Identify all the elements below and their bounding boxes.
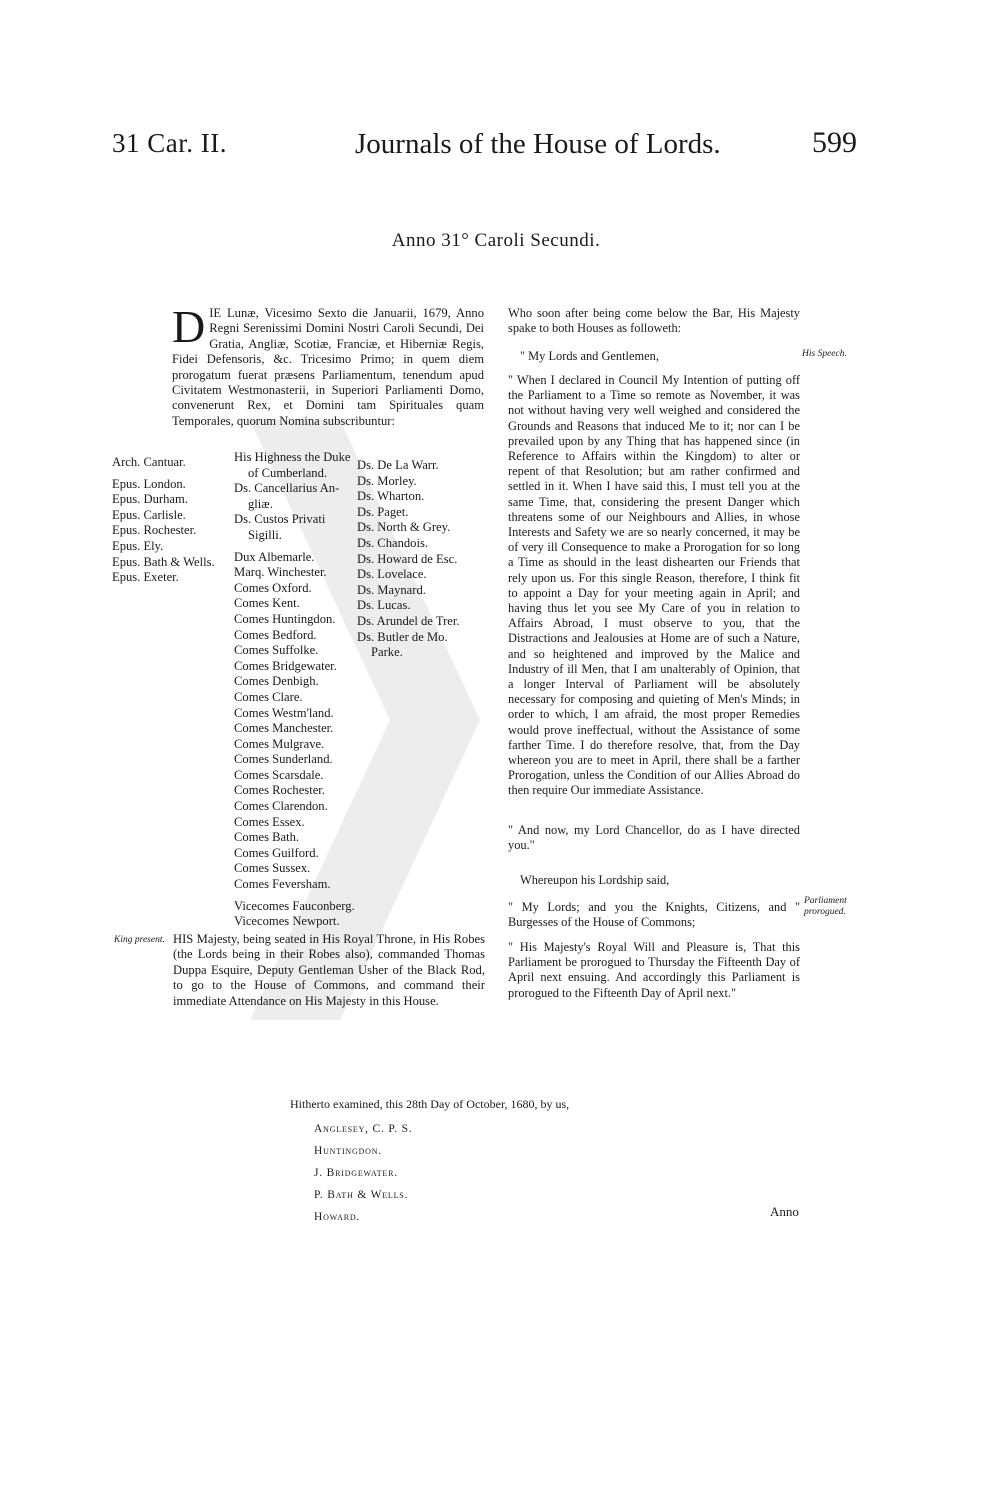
lord-entry: Ds. Chandois. (357, 535, 429, 550)
lord-entry: Vicecomes Fauconberg. (234, 898, 355, 913)
drop-cap: D (172, 301, 206, 352)
lord-entry: Comes Bedford. (234, 627, 317, 642)
lord-entry: Comes Rochester. (234, 783, 325, 798)
speech-address: " My Lords and Gentlemen, (520, 349, 659, 363)
lord-entry: Epus. London. (112, 476, 186, 491)
lord-entry: Comes Scarsdale. (234, 767, 324, 782)
lord-entry: Sigilli. (248, 527, 282, 542)
lord-entry: Ds. Maynard. (357, 582, 426, 597)
lord-entry: Ds. Paget. (357, 504, 409, 519)
lord-entry: Epus. Exeter. (112, 570, 179, 585)
margin-note-king-present: King present. (114, 935, 165, 945)
intro-text: IE Lunæ, Vicesimo Sexto die Januarii, 1679, Anno Regni Serenissimi Domini Nostri Caroli Secundi, Dei Gratia, Angliæ, Scotiæ, Franciæ, et Hiberniæ Regis, Fidei Defensoris, &c. Tricesimo Primo; in quem diem prorogatum fuerat præsens Parliamentum, tenendum apud Civitatem Westmonasterii, in Superiori Parliamenti Domo, convenerunt Rex, et Domini tam Spirituales quam Temporales, quorum Nomina subscribuntur: (172, 306, 484, 428)
lord-entry: Comes Sussex. (234, 861, 311, 876)
lord-entry: Ds. Lovelace. (357, 567, 427, 582)
lord-entry: Ds. Arundel de Trer. (357, 613, 460, 628)
lord-entry: Ds. North & Grey. (357, 520, 451, 535)
whereupon-line: Whereupon his Lordship said, (520, 873, 670, 887)
lord-entry: Epus. Bath & Wells. (112, 554, 215, 569)
barons-list (357, 458, 467, 661)
lord-entry: Comes Clarendon. (234, 799, 328, 814)
signature-line: J. Bridgewater. (314, 1167, 398, 1179)
lord-entry: Comes Westm'land. (234, 705, 334, 720)
lord-entry: Comes Kent. (234, 596, 300, 611)
lord-entry: Comes Mulgrave. (234, 736, 325, 751)
signature-line: Howard. (314, 1211, 361, 1223)
signature-line: Anglesey, C. P. S. (314, 1123, 413, 1135)
margin-note-speech: His Speech. (802, 349, 847, 359)
examination-note: Hitherto examined, this 28th Day of October, 1680, by us, (290, 1097, 570, 1111)
lord-entry: Comes Bridgewater. (234, 658, 337, 673)
lord-entry: Epus. Carlisle. (112, 507, 186, 522)
lord-entry: Dux Albemarle. (234, 549, 315, 564)
lord-entry: Ds. Howard de Esc. (357, 551, 458, 566)
lord-entry: Arch. Cantuar. (112, 455, 186, 469)
lord-entry: Comes Denbigh. (234, 674, 319, 689)
lord-entry: Epus. Durham. (112, 492, 188, 507)
chancellor-line: " And now, my Lord Chancellor, do as I have directed you." (508, 823, 800, 853)
lord-entry: Ds. Morley. (357, 473, 417, 488)
king-present-paragraph: HIS Majesty, being seated in His Royal Throne, in His Robes (the Lords being in their Robes also), commanded Thomas Duppa Esquire, Deputy Gentleman Usher of the Black Rod, to go to the House of Commons, and command their immediate Attendance on His Majesty in this House. (173, 932, 485, 1008)
signature-line: P. Bath & Wells. (314, 1189, 409, 1201)
catchword: Anno (770, 1204, 799, 1219)
session-title: Anno 31° Caroli Secundi. (391, 230, 601, 251)
lord-entry: Vicecomes Newport. (234, 914, 340, 929)
lord-entry: Comes Manchester. (234, 721, 334, 736)
lord-entry: Parke. (371, 645, 403, 660)
lord-entry: Comes Oxford. (234, 580, 312, 595)
lord-entry: Comes Huntingdon. (234, 611, 336, 626)
lord-entry: Ds. Butler de Mo. (357, 629, 448, 644)
lord-entry: Ds. De La Warr. (357, 458, 439, 472)
lord-entry: Comes Clare. (234, 689, 303, 704)
lord-entry: Epus. Rochester. (112, 523, 197, 538)
prorogation-order: " His Majesty's Royal Will and Pleasure is, That this Parliament be prorogued to Thursday the Fifteenth Day of April next ensuing. And accordingly this Parliament is prorogued to the Fifteenth Day of April next." (508, 940, 800, 1000)
lord-entry: Ds. Custos Privati (234, 512, 326, 527)
opening-paragraph: Who soon after being come below the Bar, His Majesty spake to both Houses as followeth: (508, 306, 800, 336)
intro-paragraph (172, 301, 484, 429)
lord-entry: Ds. Cancellarius An- (234, 481, 340, 496)
lord-entry: of Cumberland. (248, 465, 328, 480)
lord-entry: Marq. Winchester. (234, 565, 327, 580)
lord-entry: Ds. Lucas. (357, 598, 411, 613)
page-number: 599 (812, 126, 857, 159)
lord-entry: Epus. Ely. (112, 538, 164, 553)
running-head-left: 31 Car. II. (112, 128, 227, 158)
lord-entry: gliæ. (248, 496, 273, 511)
signatures (314, 1118, 412, 1228)
lord-entry: Comes Suffolke. (234, 643, 319, 658)
speech-body: " When I declared in Council My Intention of putting off the Parliament to a Time so remote as November, it was not without having very well weighed and considered the Grounds and Reasons that induced Me to it; nor can I be prevailed upon by any Thing that has happened since (in Reference to Affairs within the Kingdom) to alter or repent of that Resolution; but am rather confirmed and settled in it. When I have said this, I must tell you at the same Time, that, considering the present Danger which threatens some of our Neighbours and Allies, in whose Interests and Safety we are so nearly concerned, it may be of very ill Consequence to make a Prorogation for so long a Time as should in the least dishearten our Friends that rely upon us. For this single Reason, therefore, I think fit to appoint a Day for your meeting again in April; and having thus let you see My Care of you in relation to Affairs Abroad, I must observe to you, that the Distractions and Jealousies at Home are of such a Nature, and so heightened and improved by the Malice and Industry of ill Men, that I am unalterably of Opinion, that a longer Interval of Parliament will be absolutely necessary for composing and quieting of Men's Minds; in order to which, I am afraid, the most proper Remedies would prove ineffectual, without the Assistance of some farther Time. I do therefore resolve, that, from the Day whereon you are to meet in April, there shall be a farther Prorogation, unless the Condition of our Allies Abroad do then require Our immediate Assistance. (508, 373, 800, 798)
address-commons: " My Lords; and you the Knights, Citizens, and " Burgesses of the House of Commons; (508, 900, 800, 930)
lord-entry: Comes Feversham. (234, 877, 331, 892)
lord-entry: Ds. Wharton. (357, 489, 425, 504)
lord-entry: Comes Sunderland. (234, 752, 333, 767)
lord-entry: Comes Essex. (234, 814, 305, 829)
margin-note-prorogued: Parliament prorogued. (804, 896, 847, 917)
bishops-list (112, 455, 232, 586)
running-head-title: Journals of the House of Lords. (355, 128, 721, 160)
signature-line: Huntingdon. (314, 1145, 382, 1157)
peers-list (234, 450, 359, 930)
lord-entry: His Highness the Duke (234, 450, 351, 464)
lord-entry: Comes Guilford. (234, 845, 319, 860)
lord-entry: Comes Bath. (234, 830, 300, 845)
